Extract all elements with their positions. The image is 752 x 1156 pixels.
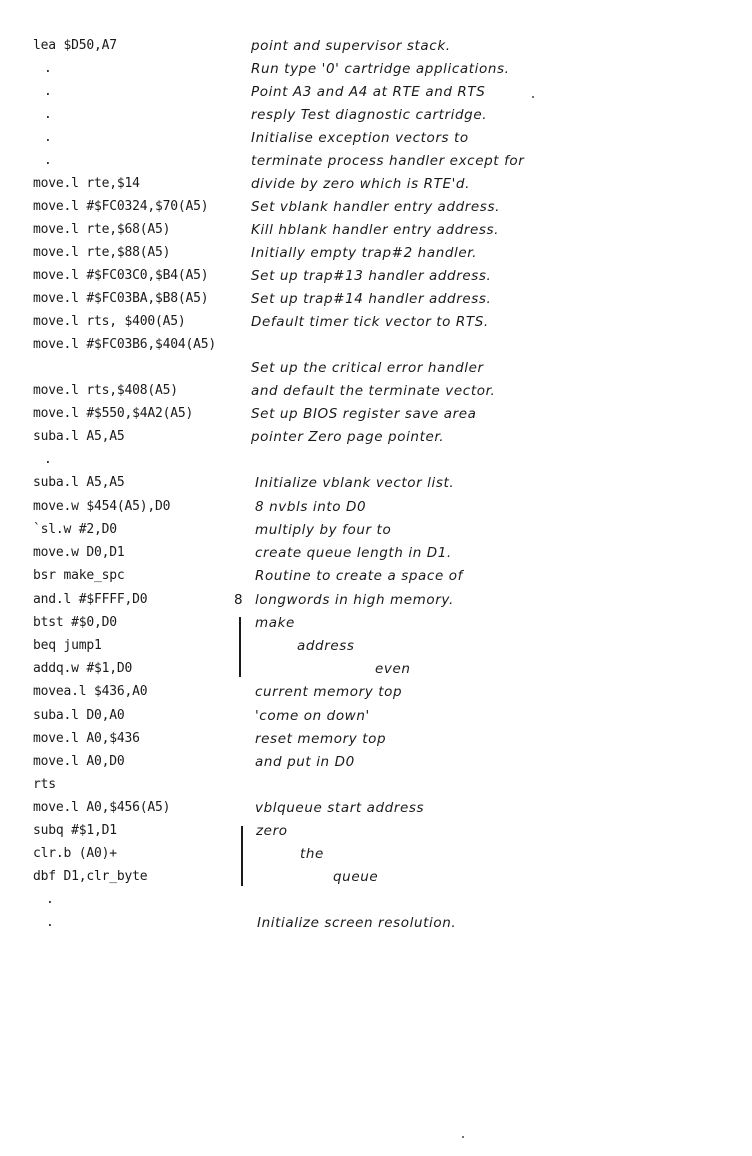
- listing-line: [0, 151, 752, 174]
- listing-line: [0, 220, 752, 243]
- code-instruction: move.l #$FC0324,$70(A5): [33, 199, 209, 214]
- listing-line: [0, 752, 752, 775]
- code-comment: zero: [256, 823, 288, 839]
- listing-line: [0, 427, 752, 450]
- listing-line: [0, 682, 752, 705]
- code-comment: Default timer tick vector to RTS.: [251, 314, 489, 330]
- code-instruction: suba.l A5,A5: [33, 429, 125, 444]
- listing-line: [0, 381, 752, 404]
- code-instruction: btst #$0,D0: [33, 615, 117, 630]
- code-comment: address: [297, 638, 355, 654]
- code-comment: Initialize vblank vector list.: [255, 475, 455, 491]
- code-instruction: subq #$1,D1: [33, 823, 117, 838]
- code-instruction: clr.b (A0)+: [33, 846, 117, 861]
- listing-line: [0, 82, 752, 105]
- code-comment: Set vblank handler entry address.: [251, 199, 500, 215]
- code-instruction: move.l #$FC03B6,$404(A5): [33, 337, 217, 352]
- code-comment: divide by zero which is RTE'd.: [251, 176, 470, 192]
- code-comment: longwords in high memory.: [255, 592, 454, 608]
- listing-line: [0, 844, 752, 867]
- code-instruction: move.w $454(A5),D0: [33, 499, 171, 514]
- code-instruction: move.l #$FC03C0,$B4(A5): [33, 268, 209, 283]
- code-instruction: addq.w #$1,D0: [33, 661, 133, 676]
- code-comment: the: [300, 846, 324, 862]
- listing-line: [0, 174, 752, 197]
- code-instruction: move.l rte,$68(A5): [33, 222, 171, 237]
- code-comment: Set up trap#14 handler address.: [251, 291, 492, 307]
- listing-line: [0, 775, 752, 798]
- code-comment: Set up BIOS register save area: [251, 406, 477, 422]
- code-comment: 'come on down': [255, 708, 370, 724]
- listing-line: [0, 613, 752, 636]
- listing-line: [0, 59, 752, 82]
- ellipsis-dot: .: [44, 107, 52, 122]
- code-comment: Routine to create a space of: [255, 568, 463, 584]
- margin-marker: 8: [234, 592, 243, 608]
- code-comment: Set up the critical error handler: [251, 360, 484, 376]
- code-comment: Point A3 and A4 at RTE and RTS: [251, 84, 486, 100]
- listing-line: [0, 105, 752, 128]
- code-comment: terminate process handler except for: [251, 153, 525, 169]
- ellipsis-dot: .: [44, 452, 52, 467]
- code-instruction: beq jump1: [33, 638, 102, 653]
- code-instruction: move.l #$550,$4A2(A5): [33, 406, 194, 421]
- ellipsis-dot: .: [44, 61, 52, 76]
- listing-line: [0, 867, 752, 890]
- code-comment: and put in D0: [255, 754, 355, 770]
- listing-line: [0, 821, 752, 844]
- code-instruction: move.l rts,$408(A5): [33, 383, 178, 398]
- code-instruction: move.l rts, $400(A5): [33, 314, 186, 329]
- listing-line: [0, 543, 752, 566]
- code-instruction: suba.l D0,A0: [33, 708, 125, 723]
- code-comment: pointer Zero page pointer.: [251, 429, 445, 445]
- ellipsis-dot: .: [44, 153, 52, 168]
- listing-line: [0, 659, 752, 682]
- ellipsis-dot: .: [46, 915, 54, 930]
- code-comment: current memory top: [255, 684, 403, 700]
- code-instruction: lea $D50,A7: [33, 38, 117, 53]
- code-comment: Initialize screen resolution.: [257, 915, 457, 931]
- code-comment: 8 nvbls into D0: [255, 499, 367, 515]
- code-comment: Set up trap#13 handler address.: [251, 268, 492, 284]
- code-instruction: move.l A0,$456(A5): [33, 800, 171, 815]
- listing-line: [0, 636, 752, 659]
- code-comment: Initialise exception vectors to: [251, 130, 469, 146]
- ellipsis-dot: .: [46, 892, 54, 907]
- code-comment: point and supervisor stack.: [251, 38, 451, 54]
- code-comment: reset memory top: [255, 731, 387, 747]
- code-comment: create queue length in D1.: [255, 545, 452, 561]
- group-bracket: [241, 826, 243, 886]
- code-instruction: `sl.w #2,D0: [33, 522, 117, 537]
- code-instruction: move.l #$FC03BA,$B8(A5): [33, 291, 209, 306]
- code-comment: vblqueue start address: [255, 800, 425, 816]
- code-comment: resply Test diagnostic cartridge.: [251, 107, 488, 123]
- listing-line: [0, 729, 752, 752]
- code-instruction: and.l #$FFFF,D0: [33, 592, 148, 607]
- listing-line: [0, 706, 752, 729]
- scan-speck: [532, 96, 534, 98]
- ellipsis-dot: .: [44, 130, 52, 145]
- listing-line: [0, 566, 752, 589]
- code-instruction: move.l rte,$88(A5): [33, 245, 171, 260]
- listing-line: [0, 913, 752, 936]
- code-instruction: move.l A0,$436: [33, 731, 140, 746]
- code-instruction: suba.l A5,A5: [33, 475, 125, 490]
- listing-line: [0, 450, 752, 473]
- code-comment: and default the terminate vector.: [251, 383, 496, 399]
- listing-line: [0, 128, 752, 151]
- code-comment: multiply by four to: [255, 522, 392, 538]
- code-comment: Initially empty trap#2 handler.: [251, 245, 478, 261]
- code-instruction: bsr make_spc: [33, 568, 125, 583]
- code-instruction: move.l A0,D0: [33, 754, 125, 769]
- group-bracket: [239, 617, 241, 677]
- scan-speck: [462, 1136, 464, 1138]
- listing-line: [0, 312, 752, 335]
- listing-line: [0, 473, 752, 496]
- listing-line: [0, 197, 752, 220]
- code-instruction: movea.l $436,A0: [33, 684, 148, 699]
- listing-line: [0, 520, 752, 543]
- listing-line: [0, 36, 752, 59]
- code-instruction: dbf D1,clr_byte: [33, 869, 148, 884]
- code-instruction: move.w D0,D1: [33, 545, 125, 560]
- listing-line: [0, 404, 752, 427]
- code-comment: even: [375, 661, 411, 677]
- ellipsis-dot: .: [44, 84, 52, 99]
- code-comment: make: [255, 615, 295, 631]
- listing-line: [0, 266, 752, 289]
- listing-line: [0, 358, 752, 381]
- listing-line: [0, 335, 752, 358]
- listing-line: [0, 890, 752, 913]
- listing-line: [0, 243, 752, 266]
- listing-line: [0, 289, 752, 312]
- code-comment: Run type '0' cartridge applications.: [251, 61, 510, 77]
- listing-line: [0, 590, 752, 613]
- code-instruction: move.l rte,$14: [33, 176, 140, 191]
- code-instruction: rts: [33, 777, 56, 792]
- code-comment: queue: [333, 869, 379, 885]
- listing-line: [0, 798, 752, 821]
- listing-line: [0, 497, 752, 520]
- code-comment: Kill hblank handler entry address.: [251, 222, 500, 238]
